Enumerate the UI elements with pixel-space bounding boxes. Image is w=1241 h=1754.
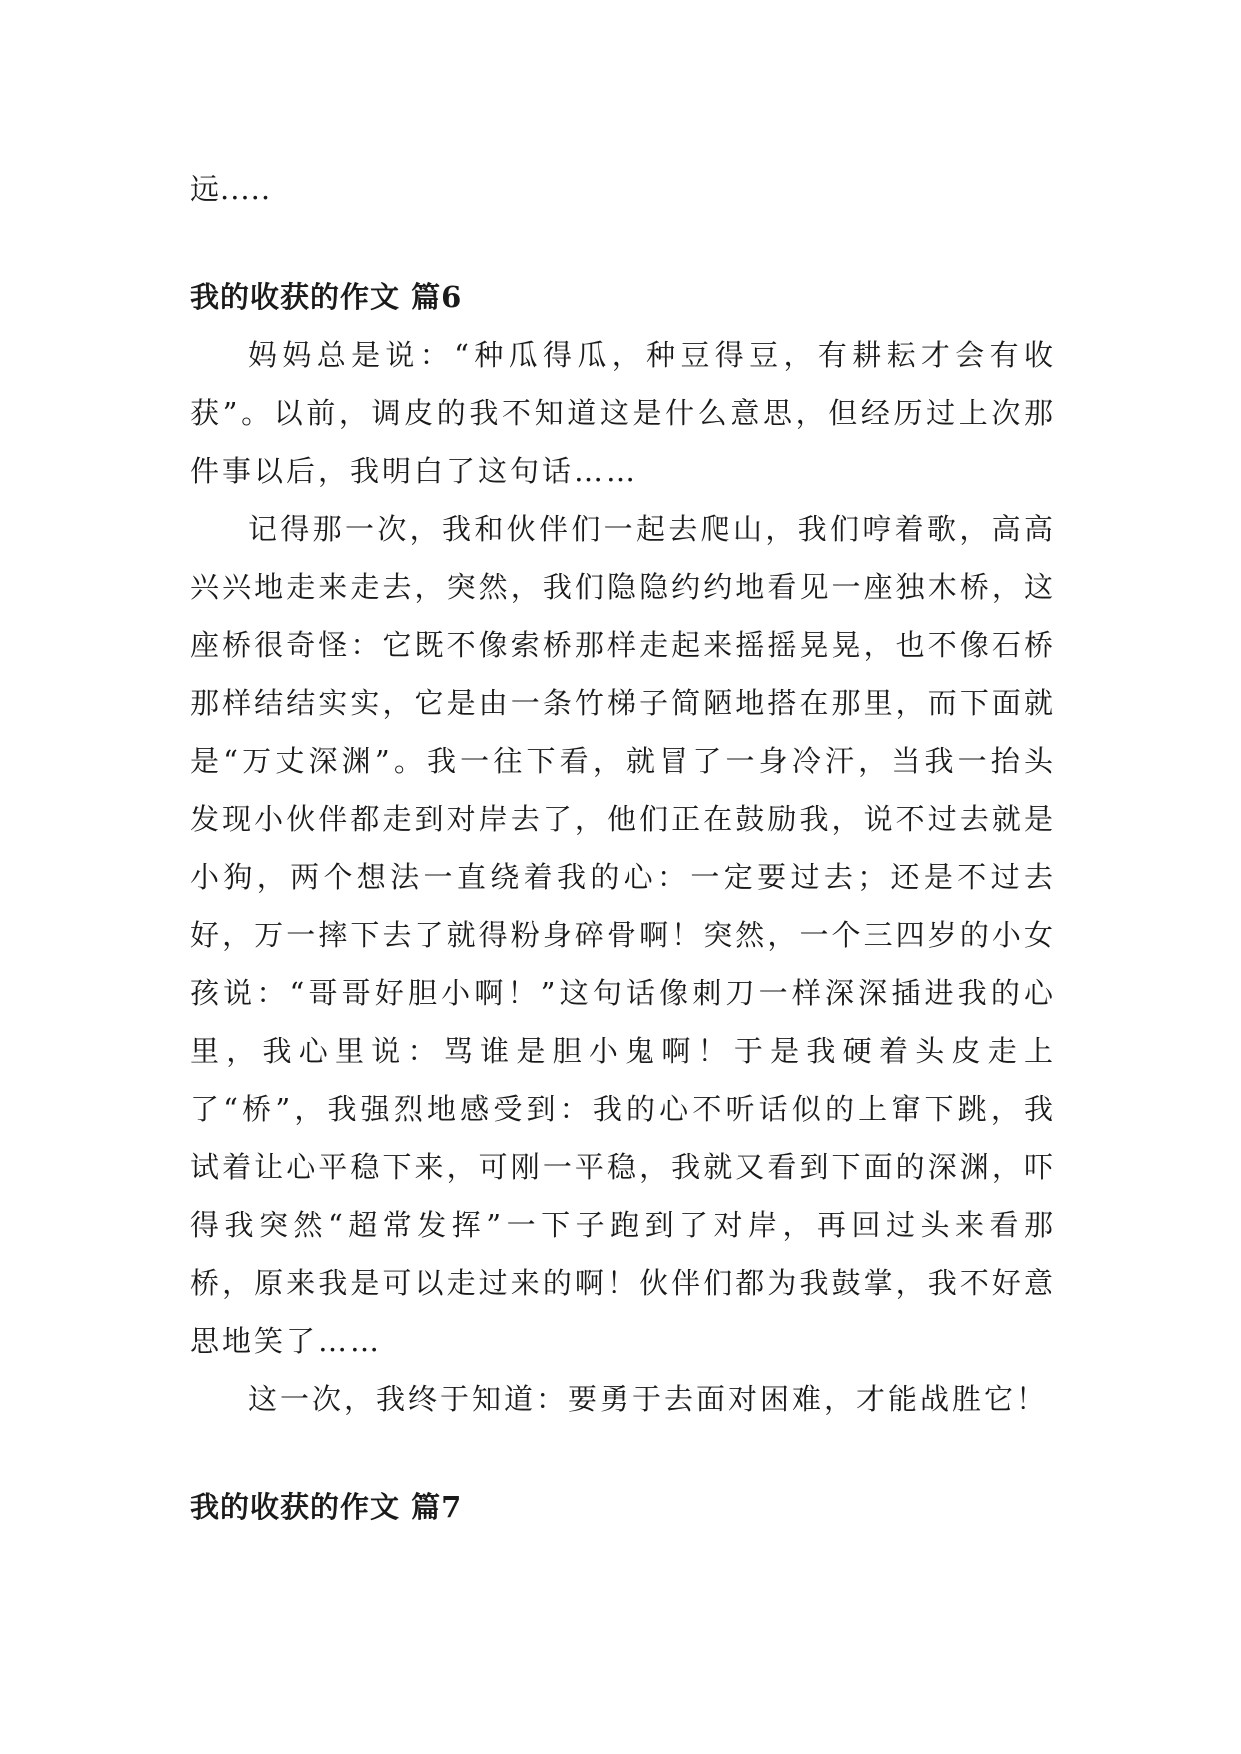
section-title: 我的收获的作文 篇6 [190, 280, 463, 314]
section-gap [190, 1428, 1056, 1478]
paragraph: 记得那一次，我和伙伴们一起去爬山，我们哼着歌，高高兴兴地走来走去，突然，我们隐隐约约地看见一座独木桥，这座桥很奇怪：它既不像索桥那样走起来摇摇晃晃，也不像石桥那样结结实实，它是由一条竹梯子简陋地搭在那里，而下面就是“万丈深渊”。我一往下看，就冒了一身冷汗，当我一抬头发现小伙伴都走到对岸去了，他们正在鼓励我，说不过去就是小狗，两个想法一直绕着我的心：一定要过去；还是不过去好，万一摔下去了就得粉身碎骨啊！突然，一个三四岁的小女孩说：“哥哥好胆小啊！”这句话像刺刀一样深深插进我的心里，我心里说：骂谁是胆小鬼啊！于是我硬着头皮走上了“桥”，我强烈地感受到：我的心不听话似的上窜下跳，我试着让心平稳下来，可刚一平稳，我就又看到下面的深渊，吓得我突然“超常发挥”一下子跑到了对岸，再回过头来看那桥，原来我是可以走过来的啊！伙伴们都为我鼓掌，我不好意思地笑了…… [190, 512, 1056, 1358]
section-title: 我的收获的作文 篇7 [190, 1490, 463, 1524]
leading-text-fragment: 远..... [190, 172, 272, 206]
section-gap [190, 218, 1056, 268]
essay-section-7 [190, 1478, 1056, 1536]
paragraph: 这一次，我终于知道：要勇于去面对困难，才能战胜它！ [248, 1382, 1049, 1416]
paragraph: 妈妈总是说：“种瓜得瓜，种豆得豆，有耕耘才会有收获”。以前，调皮的我不知道这是什么意思，但经历过上次那件事以后，我明白了这句话…… [190, 338, 1056, 488]
document-page [190, 160, 1056, 1536]
essay-section-6 [190, 268, 1056, 1428]
